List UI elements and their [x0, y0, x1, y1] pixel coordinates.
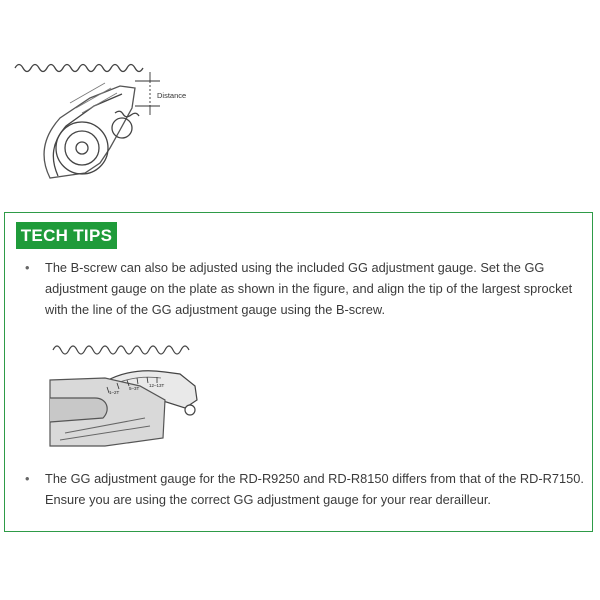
derailleur-distance-illustration	[10, 58, 210, 193]
gauge-scale-label: 12–13T	[149, 383, 165, 388]
gg-gauge-illustration	[45, 338, 220, 448]
gauge-scale-label: 1–2T	[109, 390, 120, 395]
tip-text: The GG adjustment gauge for the RD-R9250 and RD-R8150 differs from that of the RD-R7150. Ensure you are using the correct GG adjustment gauge for your rear derailleur.	[45, 471, 584, 507]
gauge-scale-label: 5–3T	[129, 386, 140, 391]
bullet-icon: •	[25, 260, 30, 275]
tip-item	[25, 468, 585, 510]
tip-item	[25, 257, 585, 320]
bullet-icon: •	[25, 471, 30, 486]
distance-label: Distance	[157, 91, 187, 100]
tip-text: The B-screw can also be adjusted using the included GG adjustment gauge. Set the GG adjustment gauge on the plate as shown in the figure, and align the tip of the largest sprocket with the line of the GG adjustment gauge using the B-screw.	[45, 260, 573, 317]
tech-tips-header: TECH TIPS	[16, 222, 117, 249]
tech-tips-box	[4, 212, 593, 532]
